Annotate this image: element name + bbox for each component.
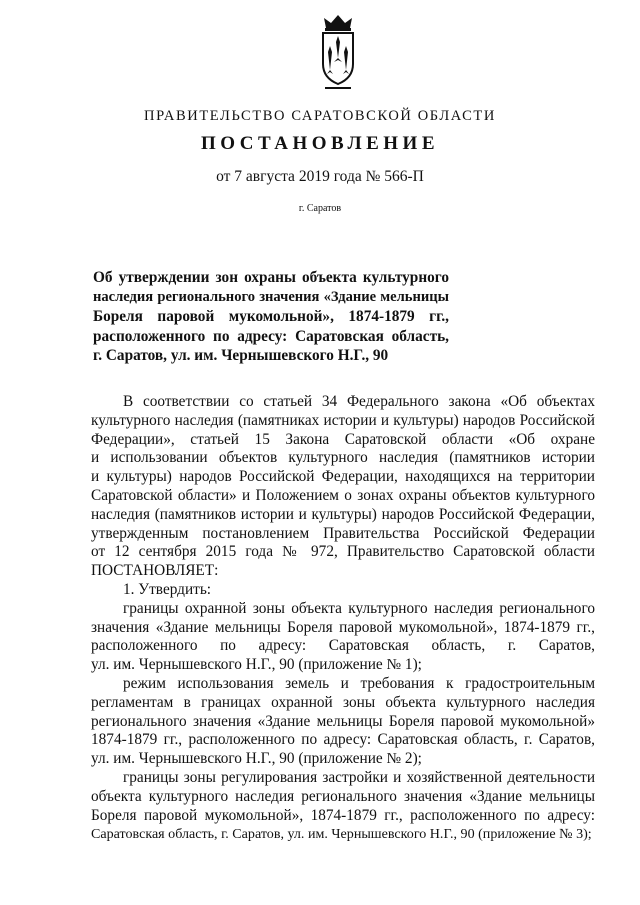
body-line: режим использования земель и требования к градостроительным [123, 674, 595, 692]
body-line: ул. им. Чернышевского Н.Г., 90 (приложение № 2); [91, 750, 422, 768]
body-line: и использовании объектов культурного наследия (памятников истории [91, 449, 595, 467]
body-line: культурного наследия (памятниках истории и культуры) народов Российской [91, 411, 595, 429]
document-title [93, 268, 449, 366]
title-line: наследия регионального значения «Здание мельницы [93, 288, 449, 305]
title-line: г. Саратов, ул. им. Чернышевского Н.Г., 90 [93, 347, 389, 364]
body-line: Саратовской области» и Положением о зонах охраны объектов культурного [91, 486, 595, 504]
body-line: ул. им. Чернышевского Н.Г., 90 (приложение № 1); [91, 656, 422, 674]
body-line: Бореля паровой мукомольной», 1874-1879 гг., расположенного по адресу: [91, 806, 595, 824]
body-line: от 12 сентября 2015 года № 972, Правительство Саратовской области [91, 543, 595, 561]
document-city: г. Саратов [298, 203, 342, 214]
body-line: наследия (памятников истории и культуры) народов Российской Федерации, [91, 505, 595, 523]
body-line: объекта культурного наследия регионального значения «Здание мельницы [91, 787, 595, 805]
body-line: Саратовская область, г. Саратов, ул. им. Чернышевского Н.Г., 90 (приложение № 3); [91, 826, 592, 843]
government-name: ПРАВИТЕЛЬСТВО САРАТОВСКОЙ ОБЛАСТИ [144, 108, 496, 124]
body-line: регламентам в границах охранной зоны объекта культурного наследия [91, 693, 595, 711]
body-line: Федерации», статьей 15 Закона Саратовской области «Об охране [91, 430, 595, 448]
body-line: 1874-1879 гг., расположенного по адресу: Саратовская область, г. Саратов, [91, 731, 595, 749]
title-line: Об утверждении зон охраны объекта культурного [93, 269, 449, 286]
title-line: расположенного по адресу: Саратовская область, [93, 327, 449, 345]
saratov-coat-of-arms-icon [316, 12, 360, 96]
title-line: Бореля паровой мукомольной», 1874-1879 гг., [93, 308, 449, 325]
body-line: и культуры) народов Российской Федерации, находящихся на территории [91, 468, 595, 486]
body-line: 1. Утвердить: [123, 580, 212, 598]
body-line: границы зоны регулирования застройки и хозяйственной деятельности [123, 768, 595, 786]
body-line: значения «Здание мельницы Бореля паровой мукомольной», 1874-1879 гг., [91, 618, 595, 636]
body-line: расположенного по адресу: Саратовская область, г. Саратов, [91, 637, 595, 655]
body-line: ПОСТАНОВЛЯЕТ: [91, 562, 219, 580]
document-type: ПОСТАНОВЛЕНИЕ [200, 133, 440, 154]
body-line: утвержденным постановлением Правительства Российской Федерации [91, 524, 595, 542]
document-date-number: от 7 августа 2019 года № 566-П [216, 168, 424, 185]
body-line: В соответствии со статьей 34 Федерального закона «Об объектах [123, 393, 595, 410]
body-line: регионального значения «Здание мельницы Бореля паровой мукомольной» [91, 712, 595, 730]
document-body [91, 393, 595, 844]
body-line: границы охранной зоны объекта культурного наследия регионального [123, 599, 595, 617]
